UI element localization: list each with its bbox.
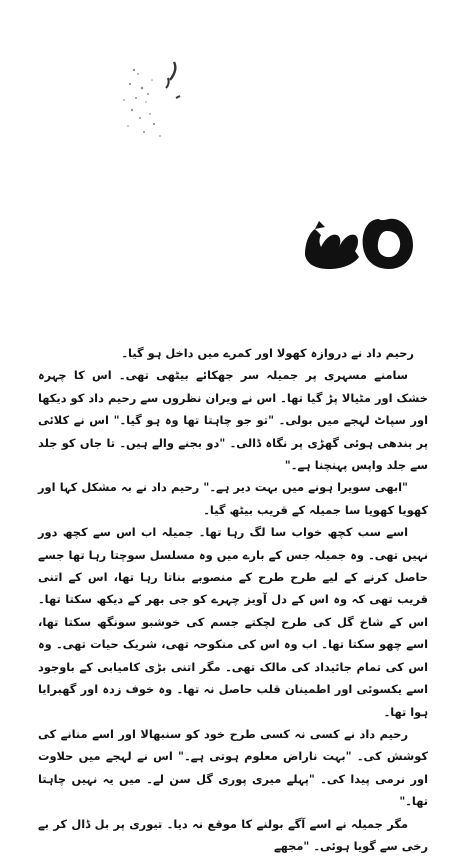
scan-smudge-marks (112, 40, 212, 150)
paragraph: مگر جمیلہ نے اسے آگے بولنے کا موقع نہ دیا۔ تیوری پر بل ڈال کر بے رخی سے گویا ہوئی۔ "مجھے (38, 816, 428, 853)
paragraph: سامنے مسہری پر جمیلہ سر جھکائے بیٹھی تھی۔ اس کا چہرہ خشک اور مٹیالا پڑ گیا تھا۔ اس نے ویران نظروں سے رحیم داد کو دیکھا اور سپاٹ لہجے میں بولی۔ "تو جو چاہتا تھا وہ ہو گیا۔" اس نے کلائی پر بندھی ہوئی گھڑی پر نگاہ ڈالی۔ "دو بجنے والے ہیں۔ تا جاں کو جلد سے جلد واپس پہنچنا ہے۔" (38, 368, 428, 473)
chapter-body (38, 342, 428, 857)
paragraph: رحیم داد نے کسی نہ کسی طرح خود کو سنبھالا اور اسے منانے کی کوشش کی۔ "بہت ناراض معلوم ہوتی ہے۔" اس نے لہجے میں حلاوت اور نرمی پیدا کی۔ "پہلے میری پوری گل سن لے۔ میں یہ نہیں چاہتا تھا۔" (38, 726, 428, 809)
chapter-number-graphic (300, 196, 420, 286)
paragraph: اسے سب کچھ خواب سا لگ رہا تھا۔ جمیلہ اب اس سے کچھ دور نہیں تھی۔ وہ جمیلہ جس کے بارے میں وہ مسلسل سوچتا رہا تھا جسے حاصل کرنے کے لیے طرح طرح کے منصوبے بناتا رہا تھا، اس کے اتنی قریب تھی کہ وہ اس کے دل آویز چہرے کو جی بھر کے دیکھ سکتا تھا۔ اس کے شاخ گل کی طرح لچکتے جسم کی خوشبو سونگھ سکتا تھا، اسے چھو سکتا تھا۔ اب وہ اس کی منکوحہ تھی، شریک حیات تھی۔ وہ اس کی تمام جائیداد کی مالک تھی۔ مگر اتنی بڑی کامیابی کے باوجود اسے یکسوئی اور اطمینان قلب حاصل نہ تھا۔ وہ خوف زدہ اور گھبرایا ہوا تھا۔ (38, 525, 428, 719)
chapter-number-glyphs (301, 199, 419, 283)
chapter-number-text (300, 196, 301, 197)
paragraph: رحیم داد نے دروازہ کھولا اور کمرے میں داخل ہو گیا۔ (121, 346, 414, 360)
paragraph: "ابھی سویرا ہونے میں بہت دیر ہے۔" رحیم داد نے بہ مشکل کہا اور کھویا کھویا سا جمیلہ کے قریب بیٹھ گیا۔ (38, 480, 428, 517)
